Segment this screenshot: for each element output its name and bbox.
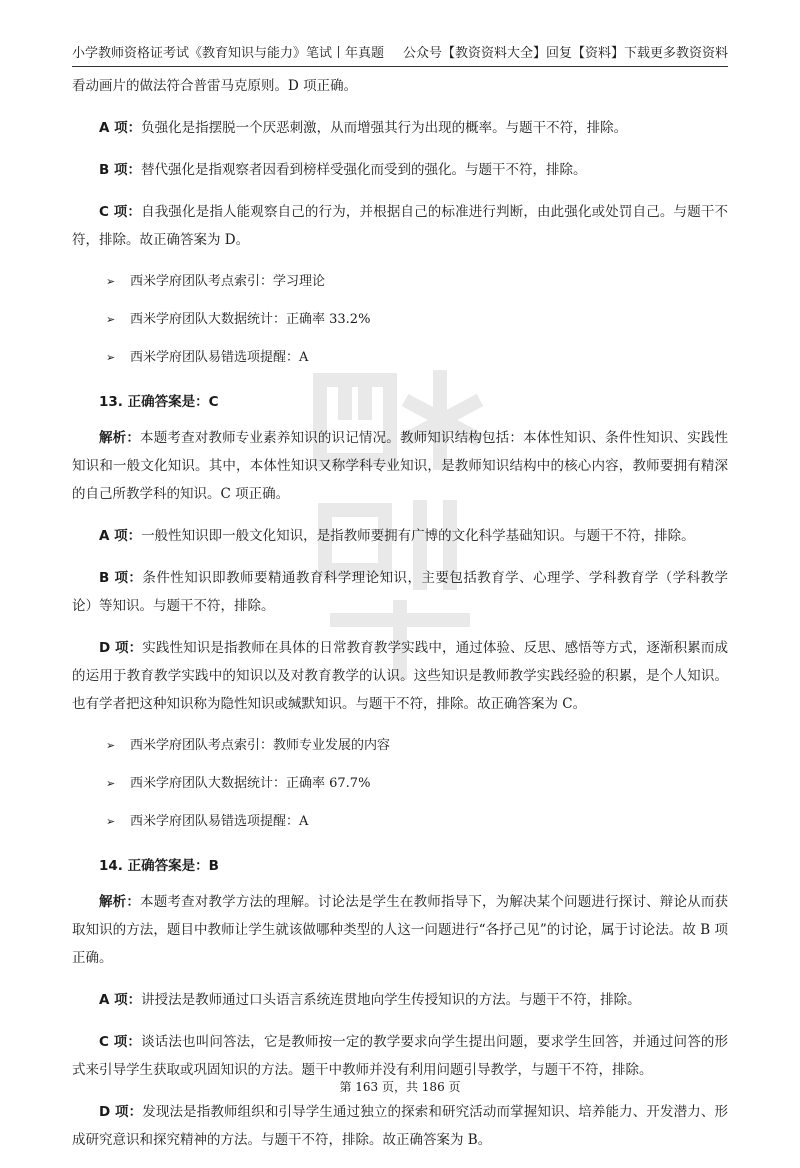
q12-option-a bbox=[72, 114, 728, 142]
option-text: 自我强化是指人能观察自己的行为，并根据自己的标准进行判断，由此强化或处罚自己。与题干不符，排除。故正确答案为 D。 bbox=[72, 204, 729, 248]
arrow-bullet-icon: ➢ bbox=[106, 739, 116, 752]
header-left-title: 小学教师资格证考试《教育知识与能力》笔试丨年真题 bbox=[72, 46, 385, 61]
option-text: 条件性知识即教师要精通教育科学理论知识，主要包括教育学、心理学、学科教育学（学科教学论）等知识。与题干不符，排除。 bbox=[72, 570, 728, 614]
arrow-bullet-icon: ➢ bbox=[106, 815, 116, 828]
analysis-label: 解析： bbox=[99, 894, 141, 910]
q12-bullet-stats bbox=[72, 306, 728, 334]
option-text: 负强化是指摆脱一个厌恶刺激，从而增强其行为出现的概率。与题干不符，排除。 bbox=[141, 120, 628, 136]
option-text: 谈话法也叫问答法，它是教师按一定的教学要求向学生提出问题，要求学生回答，并通过问答的形式来引导学生获取或巩固知识的方法。题干中教师并没有利用问题引导教学，与题干不符，排除。 bbox=[72, 1034, 729, 1078]
bullet-text: 西米学府团队考点索引：教师专业发展的内容 bbox=[130, 738, 391, 753]
bullet-text: 西米学府团队易错选项提醒：A bbox=[130, 814, 309, 829]
bullet-text: 西米学府团队大数据统计：正确率 67.7% bbox=[130, 776, 371, 791]
q12-conclusion-text: 看动画片的做法符合普雷马克原则。D 项正确。 bbox=[72, 78, 358, 94]
option-label: C 项： bbox=[99, 204, 142, 220]
q12-bullet-topic bbox=[72, 268, 728, 296]
option-label: C 项： bbox=[99, 1034, 142, 1050]
q13-analysis bbox=[72, 424, 728, 508]
q13-bullet-topic bbox=[72, 732, 728, 760]
q12-conclusion bbox=[72, 72, 728, 100]
option-label: A 项： bbox=[99, 528, 142, 544]
page-number: 第 163 页，共 186 页 bbox=[339, 1080, 461, 1094]
option-text: 实践性知识是指教师在具体的日常教育教学实践中，通过体验、反思、感悟等方式，逐渐积累而成的运用于教育教学实践中的知识以及对教育教学的认识。这些知识是教师教学实践经验的积累，是个人知识。也有学者把这种知识称为隐性知识或缄默知识。与题干不符，排除。故正确答案为 C。 bbox=[72, 640, 729, 712]
bullet-text: 西米学府团队易错选项提醒：A bbox=[130, 350, 309, 365]
page-header bbox=[72, 42, 728, 67]
option-label: D 项： bbox=[99, 640, 143, 656]
q13-option-a bbox=[72, 522, 728, 550]
q13-bullet-stats bbox=[72, 770, 728, 798]
q13-bullet-error bbox=[72, 808, 728, 836]
option-text: 讲授法是教师通过口头语言系统连贯地向学生传授知识的方法。与题干不符，排除。 bbox=[141, 992, 641, 1008]
q13-option-b bbox=[72, 564, 728, 620]
q12-option-b bbox=[72, 156, 728, 184]
q12-bullet-error bbox=[72, 344, 728, 372]
bullet-text: 西米学府团队大数据统计：正确率 33.2% bbox=[130, 312, 371, 327]
arrow-bullet-icon: ➢ bbox=[106, 351, 116, 364]
q12-option-c bbox=[72, 198, 728, 254]
option-label: A 项： bbox=[99, 120, 142, 136]
analysis-text: 本题考查对教学方法的理解。讨论法是学生在教师指导下，为解决某个问题进行探讨、辩论从而获取知识的方法，题目中教师让学生就该做哪种类型的人这一问题进行“各抒己见”的讨论，属于讨论法。故 B 项正确。 bbox=[72, 894, 729, 966]
q13-option-d bbox=[72, 634, 728, 718]
option-text: 一般性知识即一般文化知识，是指教师要拥有广博的文化科学基础知识。与题干不符，排除。 bbox=[141, 528, 695, 544]
option-text: 替代强化是指观察者因看到榜样受强化而受到的强化。与题干不符，排除。 bbox=[141, 162, 587, 178]
q14-option-a bbox=[72, 986, 728, 1014]
analysis-text: 本题考查对教师专业素养知识的识记情况。教师知识结构包括：本体性知识、条件性知识、实践性知识和一般文化知识。其中，本体性知识又称学科专业知识，是教师知识结构中的核心内容，教师要拥有精深的自己所教学科的知识。C 项正确。 bbox=[72, 430, 729, 502]
q14-answer-heading: 14. 正确答案是：B bbox=[99, 858, 219, 874]
option-label: B 项： bbox=[99, 162, 141, 178]
option-label: D 项： bbox=[99, 1104, 143, 1120]
analysis-label: 解析： bbox=[99, 430, 141, 446]
option-text: 发现法是指教师组织和引导学生通过独立的探索和研究活动而掌握知识、培养能力、开发潜力、形成研究意识和探究精神的方法。与题干不符，排除。故正确答案为 B。 bbox=[72, 1104, 729, 1148]
page-content bbox=[72, 72, 728, 1168]
bullet-text: 西米学府团队考点索引：学习理论 bbox=[130, 274, 326, 289]
arrow-bullet-icon: ➢ bbox=[106, 275, 116, 288]
option-label: A 项： bbox=[99, 992, 142, 1008]
q14-option-c bbox=[72, 1028, 728, 1084]
option-label: B 项： bbox=[99, 570, 143, 586]
q14-analysis bbox=[72, 888, 728, 972]
q13-answer-heading: 13. 正确答案是：C bbox=[99, 394, 219, 410]
q14-option-d bbox=[72, 1098, 728, 1154]
arrow-bullet-icon: ➢ bbox=[106, 777, 116, 790]
header-right-notice: 公众号【教资资料大全】回复【资料】下载更多教资资料 bbox=[402, 46, 728, 61]
arrow-bullet-icon: ➢ bbox=[106, 313, 116, 326]
